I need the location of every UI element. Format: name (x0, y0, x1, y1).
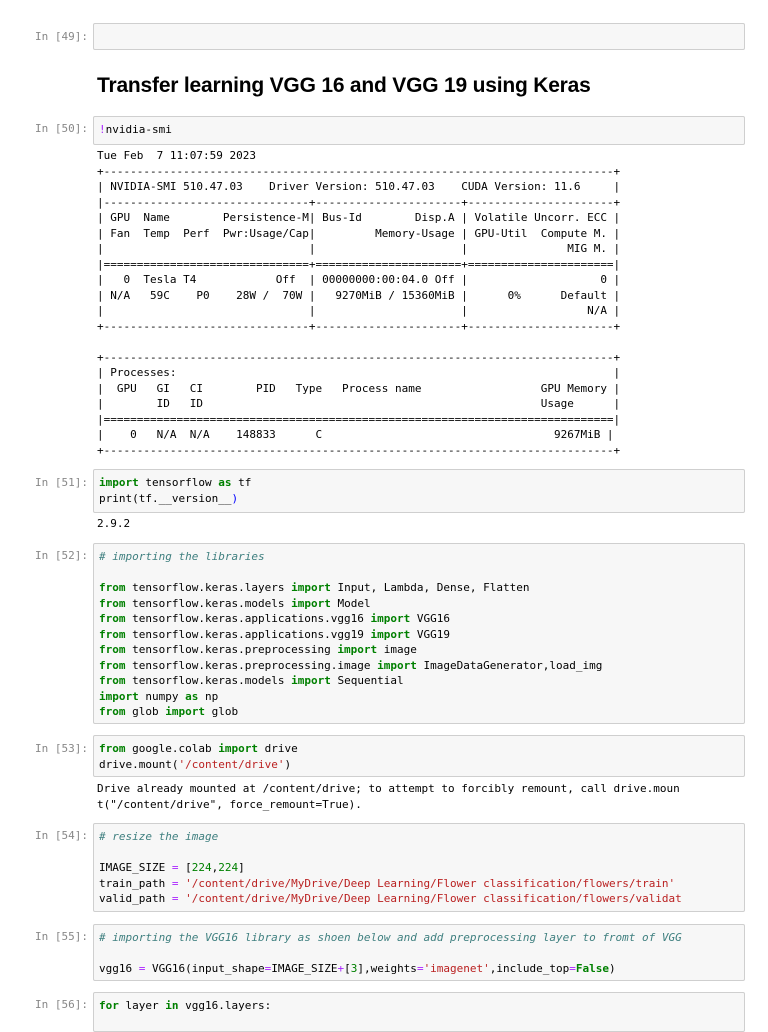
cell-55-prompt: In [55]: (35, 930, 88, 943)
cell-54-input[interactable] (93, 823, 745, 912)
cell-55-code: # importing the VGG16 library as shoen below and add preprocessing layer to fromt of VGG vgg16 = VGG16(input_shape=IMAGE_SIZE+[3],weights='imagenet',include_top=False) (99, 931, 682, 975)
cell-50-input[interactable] (93, 116, 745, 145)
cell-50-code: !nvidia-smi (99, 123, 172, 136)
cell-52-prompt: In [52]: (35, 549, 88, 562)
section-heading: Transfer learning VGG 16 and VGG 19 using Keras (97, 74, 591, 97)
cell-51-output: 2.9.2 (97, 517, 131, 530)
cell-54-prompt: In [54]: (35, 829, 88, 842)
cell-51-code: import tensorflow as tf print(tf.__version__) (99, 476, 252, 505)
cell-51-prompt: In [51]: (35, 476, 88, 489)
cell-50-prompt: In [50]: (35, 122, 88, 135)
cell-53-output: Drive already mounted at /content/drive; to attempt to forcibly remount, call drive.moun t("/content/drive", force_remount=True). (97, 782, 680, 811)
cell-52-code: # importing the libraries from tensorflow.keras.layers import Input, Lambda, Dense, Flatten from tensorflow.keras.models import Model from tensorflow.keras.applications.vgg16 import VGG16 from tensorflow.keras.applications.vgg19 import VGG19 from tensorflow.keras.preprocessing import image from tensorflow.keras.preprocessing.image import ImageDataGenerator,load_img from tensorflow.keras.models import Sequential import numpy as np from glob import glob (99, 550, 603, 718)
cell-53-input[interactable] (93, 735, 745, 777)
cell-50-output: Tue Feb 7 11:07:59 2023 +-----------------------------------------------------------------------------+ | NVIDIA-SMI 510.47.03 Driver Version: 510.47.03 CUDA Version: 11.6 | |-------------------------------+----------------------+----------------------+ | GPU Name Persistence-M| Bus-Id Disp.A | Volatile Uncorr. ECC | | Fan Temp Perf Pwr:Usage/Cap| Memory-Usage | GPU-Util Compute M. | | | | MIG M. | |===============================+======================+======================| | 0 Tesla T4 Off | 00000000:00:04.0 Off | 0 | | N/A 59C P0 28W / 70W | 9270MiB / 15360MiB | 0% Default | | | | N/A | +-------------------------------+----------------------+----------------------+ +-----------------------------------------------------------------------------+ | Processes: | | GPU GI CI PID Type Process name GPU Memory | | ID ID Usage | |=============================================================================| | 0 N/A N/A 148833 C 9267MiB | +-----------------------------------------------------------------------------+ (97, 149, 621, 457)
cell-56-input[interactable] (93, 992, 745, 1032)
cell-56-prompt: In [56]: (35, 998, 88, 1011)
cell-53-prompt: In [53]: (35, 742, 88, 755)
cell-51-input[interactable] (93, 469, 745, 513)
cell-56-code: for layer in vgg16.layers: (99, 999, 272, 1012)
cell-54-code: # resize the image IMAGE_SIZE = [224,224] train_path = '/content/drive/MyDrive/Deep Learning/Flower classification/flowers/train' valid_path = '/content/drive/MyDrive/Deep Learning/Flower classification/flowers/validat (99, 830, 682, 905)
cell-49-prompt: In [49]: (35, 30, 88, 43)
cell-53-code: from google.colab import drive drive.mount('/content/drive') (99, 742, 298, 771)
cell-52-input[interactable] (93, 543, 745, 724)
cell-55-input[interactable] (93, 924, 745, 981)
cell-49-input[interactable] (93, 23, 745, 50)
